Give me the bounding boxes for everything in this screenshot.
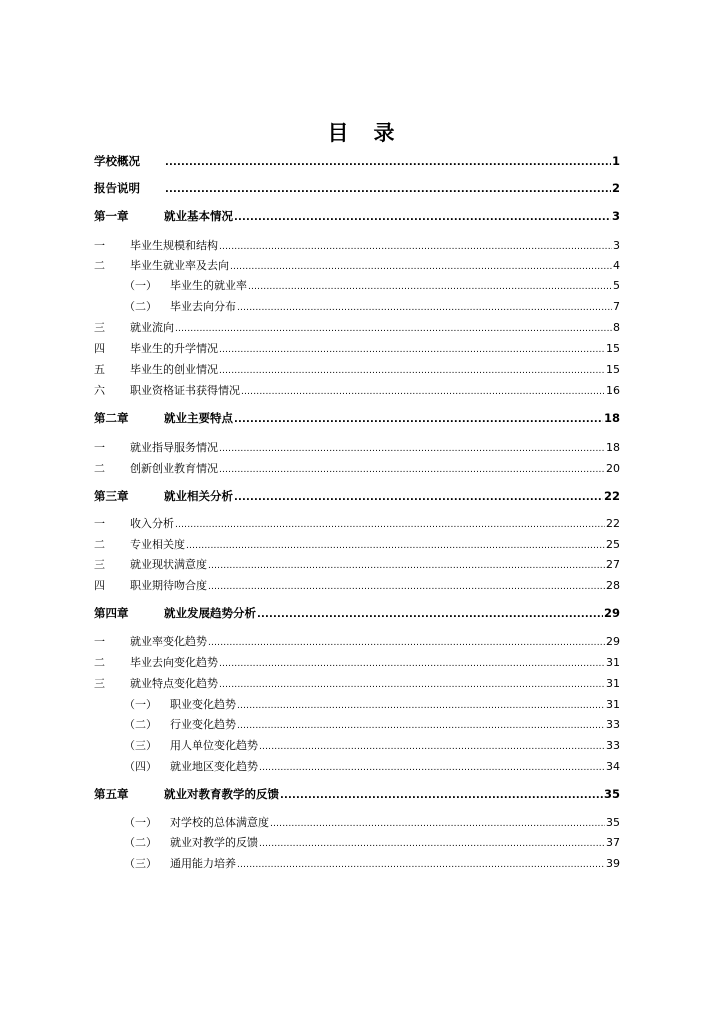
toc-entry[interactable] (94, 786, 620, 804)
toc-entry-title: 就业相关分析 (164, 489, 233, 503)
toc-leader-dots (208, 582, 605, 592)
toc-leader-dots (165, 157, 611, 168)
toc-entry-number: 二 (94, 259, 105, 272)
toc-entry[interactable] (94, 654, 620, 672)
toc-entry-number: 六 (94, 384, 105, 397)
toc-entry[interactable] (94, 237, 620, 255)
toc-entry[interactable] (94, 577, 620, 595)
toc-entry-number: 一 (94, 441, 105, 454)
toc-entry-title: 就业主要特点 (164, 411, 233, 425)
toc-entry-title: 职业期待吻合度 (130, 579, 207, 592)
toc-entry[interactable] (94, 298, 620, 316)
toc-leader-dots (208, 638, 605, 648)
toc-entry-title: 毕业生的升学情况 (130, 342, 218, 355)
toc-entry[interactable] (94, 257, 620, 275)
toc-entry[interactable] (94, 834, 620, 852)
toc-entry-title: 创新创业教育情况 (130, 462, 218, 475)
toc-entry-title: 报告说明 (94, 181, 140, 195)
toc-entry-number: 二 (94, 462, 105, 475)
toc-page-number: 3 (611, 209, 620, 223)
toc-entry[interactable] (94, 410, 620, 428)
toc-page-number: 31 (606, 656, 620, 669)
toc-page-number: 3 (613, 239, 620, 252)
toc-page-number: 31 (606, 698, 620, 711)
toc-leader-dots (234, 212, 611, 223)
toc-entry-title: 通用能力培养 (170, 857, 236, 870)
toc-page-number: 25 (606, 538, 620, 551)
toc-entry[interactable] (94, 361, 620, 379)
toc-entry-number: （三） (124, 857, 157, 870)
toc-leader-dots (219, 366, 605, 376)
toc-entry-title: 就业发展趋势分析 (164, 606, 256, 620)
toc-leader-dots (248, 282, 612, 292)
toc-entry-number: （二） (124, 718, 157, 731)
toc-entry-number: 第三章 (94, 489, 129, 503)
toc-page-number: 33 (606, 739, 620, 752)
toc-entry-number: 五 (94, 363, 105, 376)
toc-page-number: 37 (606, 836, 620, 849)
toc-entry-title: 毕业去向分布 (170, 300, 236, 313)
toc-page-number: 34 (606, 760, 620, 773)
toc-entry-number: 二 (94, 656, 105, 669)
toc-entry-number: 二 (94, 538, 105, 551)
toc-entry-number: 四 (94, 342, 105, 355)
toc-leader-dots (259, 763, 605, 773)
toc-entry[interactable] (94, 556, 620, 574)
toc-entry-title: 就业现状满意度 (130, 558, 207, 571)
toc-page-number: 31 (606, 677, 620, 690)
toc-entry-title: 就业率变化趋势 (130, 635, 207, 648)
toc-entry[interactable] (94, 208, 620, 226)
toc-leader-dots (219, 659, 605, 669)
toc-entry-number: 一 (94, 517, 105, 530)
toc-leader-dots (237, 721, 605, 731)
toc-entry-number: 第二章 (94, 411, 129, 425)
toc-leader-dots (259, 839, 605, 849)
toc-entry[interactable] (94, 675, 620, 693)
toc-leader-dots (219, 680, 605, 690)
toc-leader-dots (237, 701, 605, 711)
toc-page-number: 15 (606, 363, 620, 376)
toc-entry[interactable] (94, 855, 620, 873)
toc-leader-dots (234, 492, 603, 503)
toc-entry-number: 一 (94, 239, 105, 252)
toc-entry-number: 第一章 (94, 209, 129, 223)
toc-entry-title: 收入分析 (130, 517, 174, 530)
toc-entry-number: （一） (124, 816, 157, 829)
toc-page-number: 2 (611, 181, 620, 195)
toc-entry-number: 三 (94, 558, 105, 571)
toc-entry[interactable] (94, 696, 620, 714)
toc-entry-number: （一） (124, 698, 157, 711)
toc-entry-number: 三 (94, 677, 105, 690)
toc-entry-title: 毕业生的就业率 (170, 279, 247, 292)
toc-entry-number: （一） (124, 279, 157, 292)
toc-entry[interactable] (94, 488, 620, 506)
toc-entry-title: 职业变化趋势 (170, 698, 236, 711)
toc-entry[interactable] (94, 153, 620, 171)
toc-page-number: 22 (606, 517, 620, 530)
toc-entry-title: 学校概况 (94, 154, 140, 168)
toc-entry-number: （二） (124, 836, 157, 849)
toc-page-number: 8 (613, 321, 620, 334)
toc-page-number: 18 (606, 441, 620, 454)
toc-entry-title: 就业指导服务情况 (130, 441, 218, 454)
toc-page-number: 20 (606, 462, 620, 475)
toc-entry[interactable] (94, 277, 620, 295)
toc-page-number: 35 (603, 787, 620, 801)
toc-entry-number: 三 (94, 321, 105, 334)
toc-entry-title: 就业特点变化趋势 (130, 677, 218, 690)
toc-leader-dots (230, 262, 612, 272)
toc-entry[interactable] (94, 536, 620, 554)
toc-page-number: 5 (613, 279, 620, 292)
toc-page-number: 18 (603, 411, 620, 425)
toc-entry-title: 专业相关度 (130, 538, 185, 551)
toc-page-number: 27 (606, 558, 620, 571)
toc-leader-dots (219, 444, 605, 454)
toc-entry[interactable] (94, 716, 620, 734)
toc-page-number: 35 (606, 816, 620, 829)
toc-entry-number: 第四章 (94, 606, 129, 620)
toc-entry-title: 就业地区变化趋势 (170, 760, 258, 773)
toc-leader-dots (241, 387, 605, 397)
toc-entry-number: （三） (124, 739, 157, 752)
toc-entry[interactable] (94, 439, 620, 457)
toc-entry-number: 一 (94, 635, 105, 648)
toc-leader-dots (186, 541, 605, 551)
toc-page-number: 39 (606, 857, 620, 870)
toc-entry[interactable] (94, 814, 620, 832)
toc-leader-dots (175, 324, 612, 334)
toc-entry[interactable] (94, 180, 620, 198)
toc-leader-dots (234, 414, 603, 425)
toc-page-number: 15 (606, 342, 620, 355)
toc-entry-title: 毕业去向变化趋势 (130, 656, 218, 669)
toc-leader-dots (237, 303, 612, 313)
toc-page-number: 29 (606, 635, 620, 648)
toc-entry[interactable] (94, 737, 620, 755)
toc-entry-title: 毕业生的创业情况 (130, 363, 218, 376)
toc-entry-title: 就业对教育教学的反馈 (164, 787, 279, 801)
toc-leader-dots (270, 819, 605, 829)
toc-leader-dots (219, 345, 605, 355)
toc-entry[interactable] (94, 340, 620, 358)
toc-entry[interactable] (94, 633, 620, 651)
toc-page-number: 33 (606, 718, 620, 731)
toc-leader-dots (259, 742, 605, 752)
toc-entry-title: 对学校的总体满意度 (170, 816, 269, 829)
toc-page-number: 7 (613, 300, 620, 313)
toc-entry-title: 就业流向 (130, 321, 174, 334)
toc-leader-dots (257, 609, 603, 620)
toc-entry[interactable] (94, 758, 620, 776)
toc-entry[interactable] (94, 382, 620, 400)
toc-leader-dots (219, 465, 605, 475)
toc-entry-title: 行业变化趋势 (170, 718, 236, 731)
toc-entry[interactable] (94, 460, 620, 478)
toc-entry-title: 就业对教学的反馈 (170, 836, 258, 849)
toc-leader-dots (165, 184, 611, 195)
toc-leader-dots (280, 790, 603, 801)
toc-entry[interactable] (94, 515, 620, 533)
toc-entry-title: 用人单位变化趋势 (170, 739, 258, 752)
toc-leader-dots (219, 242, 612, 252)
toc-page-number: 22 (603, 489, 620, 503)
toc-leader-dots (237, 860, 605, 870)
toc-leader-dots (208, 561, 605, 571)
toc-entry-title: 就业基本情况 (164, 209, 233, 223)
toc-entry[interactable] (94, 605, 620, 623)
toc-leader-dots (175, 520, 605, 530)
page-title: 目 录 (327, 121, 397, 145)
toc-entry-number: （四） (124, 760, 157, 773)
toc-entry-number: （二） (124, 300, 157, 313)
toc-page-number: 4 (613, 259, 620, 272)
toc-entry-title: 毕业生规模和结构 (130, 239, 218, 252)
toc-entry[interactable] (94, 319, 620, 337)
toc-page-number: 28 (606, 579, 620, 592)
toc-page-number: 1 (611, 154, 620, 168)
toc-entry-number: 四 (94, 579, 105, 592)
toc-entry-number: 第五章 (94, 787, 129, 801)
toc-page-number: 29 (603, 606, 620, 620)
toc-entry-title: 毕业生就业率及去向 (130, 259, 229, 272)
toc-page-number: 16 (606, 384, 620, 397)
toc-entry-title: 职业资格证书获得情况 (130, 384, 240, 397)
